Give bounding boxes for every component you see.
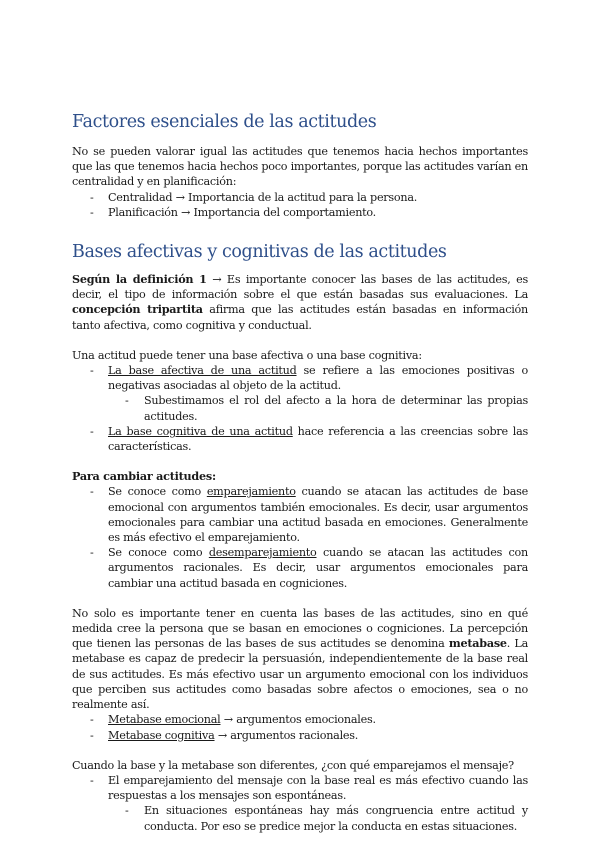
bullet-dash: - xyxy=(90,713,94,727)
base-intro: Una actitud puede tener una base afectiva o una base cognitiva: xyxy=(72,348,422,362)
definicion-paragraph: Según la definición 1 → Es importante conocer las bases de las actitudes, es decir, el tipo de información sobre el que están basadas sus evaluaciones. La concepción tripartita afirma que las actitudes están basadas en información tanto afectiva, como cognitiva y conductual. xyxy=(72,272,528,332)
bullet-dash: - xyxy=(125,804,129,818)
list-item: - Se conoce como desemparejamiento cuando se atacan las actitudes con argumentos racionales. Es decir, usar argumentos emocionales para cambiar una actitud basada en cogniciones. xyxy=(90,546,528,590)
metabase-list xyxy=(72,712,528,742)
list-item: - La base cognitiva de una actitud hace referencia a las creencias sobre las características. xyxy=(90,424,528,454)
bullet-dash: - xyxy=(90,190,94,204)
sub-list xyxy=(108,393,528,423)
sub-list xyxy=(108,803,528,833)
list-item: - Centralidad → Importancia de la actitud para la persona. xyxy=(90,190,418,204)
section-heading-bases: Bases afectivas y cognitivas de las actitudes xyxy=(72,242,447,263)
bases-list xyxy=(72,363,528,454)
metabase-paragraph: No solo es importante tener en cuenta las bases de las actitudes, sino en qué medida cree la persona que se basan en emociones o cogniciones. La percepción que tienen las personas de las bases de sus actitudes se denomina metabase. La metabase es capaz de predecir la persuasión, independientemente de la base real de sus actitudes. Es más efectivo usar un argumento emocional con los individuos que perciben sus actitudes como basadas sobre afectos o emociones, sea o no realmente así. xyxy=(72,606,528,712)
document-content xyxy=(72,112,528,834)
answer-list xyxy=(72,773,528,834)
bullet-dash: - xyxy=(125,394,129,408)
bullet-dash: - xyxy=(90,364,94,378)
list-item: - Metabase cognitiva → argumentos racionales. xyxy=(90,728,359,742)
cambiar-list xyxy=(72,484,528,590)
list-item: - La base afectiva de una actitud se refiere a las emociones positivas o negativas asociadas al objeto de la actitud. - Subestimamos el rol del afecto a la hora de determinar las propias actitudes. xyxy=(90,364,528,423)
list-item: - Subestimamos el rol del afecto a la hora de determinar las propias actitudes. xyxy=(125,394,528,423)
section-heading-factores: Factores esenciales de las actitudes xyxy=(72,112,377,132)
bullet-dash: - xyxy=(90,485,94,499)
bullet-dash: - xyxy=(90,728,94,742)
bullet-dash: - xyxy=(90,773,94,787)
cambiar-heading: Para cambiar actitudes: xyxy=(72,469,216,484)
factores-intro: No se pueden valorar igual las actitudes que tenemos hacia hechos importantes que las que tenemos hacia hechos poco importantes, porque las actitudes varían en centralidad y en planificación: xyxy=(72,145,528,189)
list-item: - Metabase emocional → argumentos emocionales. xyxy=(90,713,376,727)
list-item: - Planificación → Importancia del comportamiento. xyxy=(90,205,376,219)
list-item: - El emparejamiento del mensaje con la base real es más efectivo cuando las respuestas a los mensajes son espontáneas. - En situaciones espontáneas hay más congruencia entre actitud y conducta. Por eso se predice mejor la conducta en estas situaciones. xyxy=(90,773,528,833)
question-paragraph: Cuando la base y la metabase son diferentes, ¿con qué emparejamos el mensaje? xyxy=(72,758,514,772)
bullet-dash: - xyxy=(90,546,94,560)
bullet-dash: - xyxy=(90,205,94,219)
list-item: - Se conoce como emparejamiento cuando se atacan las actitudes de base emocional con argumentos también emocionales. Es decir, usar argumentos emocionales para cambiar una actitud basada en emociones. Generalmente es más efectivo el emparejamiento. xyxy=(90,485,528,545)
factores-list xyxy=(72,190,528,220)
bullet-dash: - xyxy=(90,424,94,438)
list-item: - En situaciones espontáneas hay más congruencia entre actitud y conducta. Por eso se predice mejor la conducta en estas situaciones. xyxy=(125,804,528,833)
